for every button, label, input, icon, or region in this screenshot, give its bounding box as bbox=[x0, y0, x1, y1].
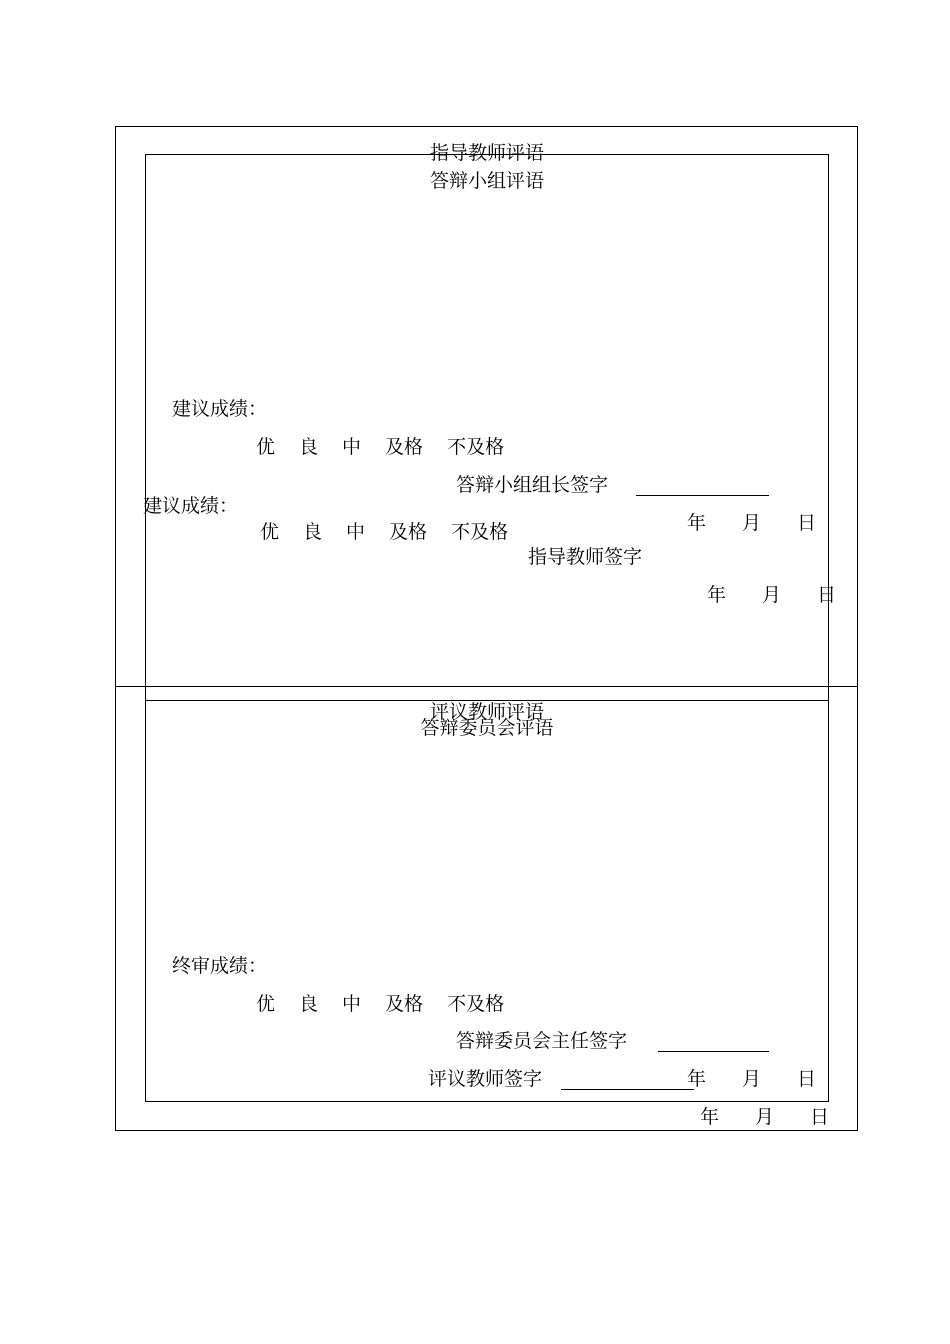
reviewer-signature-label: 评议教师签字 bbox=[428, 1068, 543, 1090]
group-date bbox=[687, 514, 816, 533]
advisor-signature-label: 指导教师签字 bbox=[528, 546, 643, 568]
committee-date bbox=[687, 1070, 816, 1089]
reviewer-comment-title: 评议教师评语 bbox=[429, 701, 545, 723]
committee-comment-title: 答辩委员会评语 bbox=[420, 717, 554, 739]
date-year: 年 bbox=[687, 512, 707, 534]
advisor-comment-title: 指导教师评语 bbox=[429, 142, 545, 164]
grade-option: 及格 bbox=[385, 993, 424, 1015]
grade-option: 及格 bbox=[385, 436, 424, 458]
grade-option: 良 bbox=[299, 993, 319, 1015]
reviewer-date bbox=[700, 1108, 829, 1127]
date-month: 月 bbox=[742, 1068, 762, 1090]
date-month: 月 bbox=[755, 1106, 775, 1128]
grade-option: 中 bbox=[342, 436, 362, 458]
advisor-date bbox=[707, 586, 836, 605]
date-day: 日 bbox=[817, 584, 837, 606]
committee-chair-signature-label: 答辩委员会主任签字 bbox=[456, 1030, 628, 1052]
date-year: 年 bbox=[707, 584, 727, 606]
grade-option: 优 bbox=[256, 436, 276, 458]
grade-option: 不及格 bbox=[447, 436, 505, 458]
grade-option: 不及格 bbox=[447, 993, 505, 1015]
date-day: 日 bbox=[797, 1068, 817, 1090]
group-grade-options bbox=[256, 438, 504, 457]
reviewer-signature-line bbox=[561, 1089, 694, 1090]
advisor-suggested-grade-label: 建议成绩： bbox=[143, 495, 239, 517]
grade-option: 良 bbox=[299, 436, 319, 458]
group-leader-signature-label: 答辩小组组长签字 bbox=[456, 474, 609, 496]
date-month: 月 bbox=[762, 584, 782, 606]
group-suggested-grade-label: 建议成绩： bbox=[172, 398, 268, 420]
committee-chair-signature-line bbox=[658, 1051, 769, 1052]
grade-option: 中 bbox=[342, 993, 362, 1015]
grade-option: 良 bbox=[303, 521, 323, 543]
grade-option: 优 bbox=[256, 993, 276, 1015]
date-year: 年 bbox=[687, 1068, 707, 1090]
grade-option: 及格 bbox=[389, 521, 428, 543]
grade-option: 中 bbox=[346, 521, 366, 543]
date-day: 日 bbox=[810, 1106, 830, 1128]
final-grade-options bbox=[256, 995, 504, 1014]
final-grade-label: 终审成绩： bbox=[172, 955, 268, 977]
grade-option: 不及格 bbox=[451, 521, 509, 543]
date-month: 月 bbox=[742, 512, 762, 534]
date-day: 日 bbox=[797, 512, 817, 534]
grade-option: 优 bbox=[260, 521, 280, 543]
date-year: 年 bbox=[700, 1106, 720, 1128]
advisor-grade-options bbox=[260, 523, 508, 542]
group-comment-title: 答辩小组评语 bbox=[429, 170, 545, 192]
group-leader-signature-line bbox=[636, 495, 769, 496]
